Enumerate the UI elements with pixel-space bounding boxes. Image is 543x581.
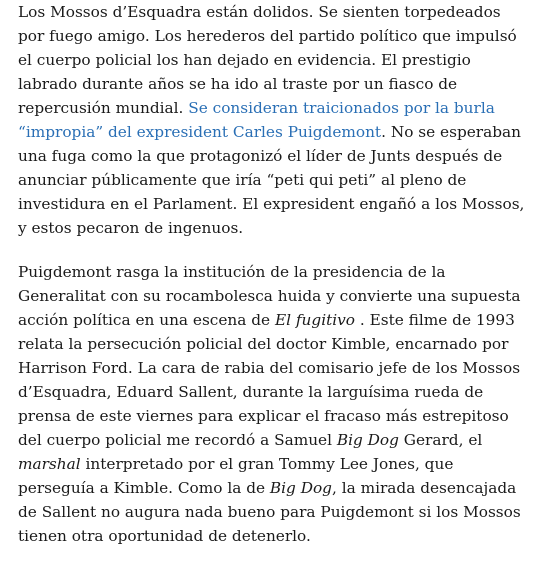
text-fragment: acción política en una escena de [18, 311, 275, 329]
text-line [18, 452, 543, 476]
film-title-italic: El fugitivo [274, 311, 355, 329]
text-fragment: repercusión mundial. [18, 99, 189, 117]
text-fragment: perseguía a Kimble. Como la de [18, 479, 270, 497]
marshal-italic: marshal [18, 455, 81, 473]
text-line: investidura en el Parlament. El expresident engañó a los Mossos, [18, 195, 525, 213]
text-line [18, 308, 543, 332]
text-fragment: , la mirada desencajada [331, 479, 517, 497]
text-fragment: . Este filme de 1993 [354, 311, 515, 329]
text-line: de Sallent no augura nada bueno para Puigdemont si los Mossos [18, 503, 521, 521]
text-line: d’Esquadra, Eduard Sallent, durante la larguísima rueda de [18, 383, 484, 401]
text-fragment: Gerard, el [398, 431, 483, 449]
text-line [18, 120, 543, 144]
text-fragment: interpretado por el gran Tommy Lee Jones, que [80, 455, 454, 473]
text-line: y estos pecaron de ingenuos. [18, 219, 244, 237]
article-link-traicionados[interactable]: Se consideran traicionados por la burla [188, 99, 495, 117]
text-line: relata la persecución policial del doctor Kimble, encarnado por [18, 335, 509, 353]
text-line [18, 476, 543, 500]
text-line [18, 428, 543, 452]
paragraph-1 [18, 0, 543, 240]
text-fragment: del cuerpo policial me recordó a Samuel [18, 431, 337, 449]
text-line: prensa de este viernes para explicar el fracaso más estrepitoso [18, 407, 509, 425]
nickname-italic: Big Dog [336, 431, 399, 449]
text-line: el cuerpo policial los han dejado en evidencia. El prestigio [18, 51, 471, 69]
text-line: Harrison Ford. La cara de rabia del comisario jefe de los Mossos [18, 359, 521, 377]
article-link-traicionados-continued[interactable]: “impropia” del expresident Carles Puigdemont [18, 123, 382, 141]
text-line: tienen otra oportunidad de detenerlo. [18, 527, 311, 545]
nickname-italic: Big Dog [269, 479, 332, 497]
text-line: una fuga como la que protagonizó el líder de Junts después de [18, 147, 503, 165]
text-line: labrado durante años se ha ido al traste por un fiasco de [18, 75, 458, 93]
text-fragment: . No se esperaban [381, 123, 521, 141]
text-line: Los Mossos d’Esquadra están dolidos. Se sienten torpedeados [18, 3, 501, 21]
paragraph-2 [18, 260, 543, 548]
article-body [18, 0, 543, 548]
text-line [18, 96, 543, 120]
text-line: Puigdemont rasga la institución de la presidencia de la [18, 263, 446, 281]
text-line: Generalitat con su rocambolesca huida y convierte una supuesta [18, 287, 521, 305]
text-line: por fuego amigo. Los herederos del partido político que impulsó [18, 27, 517, 45]
text-line: anunciar públicamente que iría “peti qui peti” al pleno de [18, 171, 467, 189]
